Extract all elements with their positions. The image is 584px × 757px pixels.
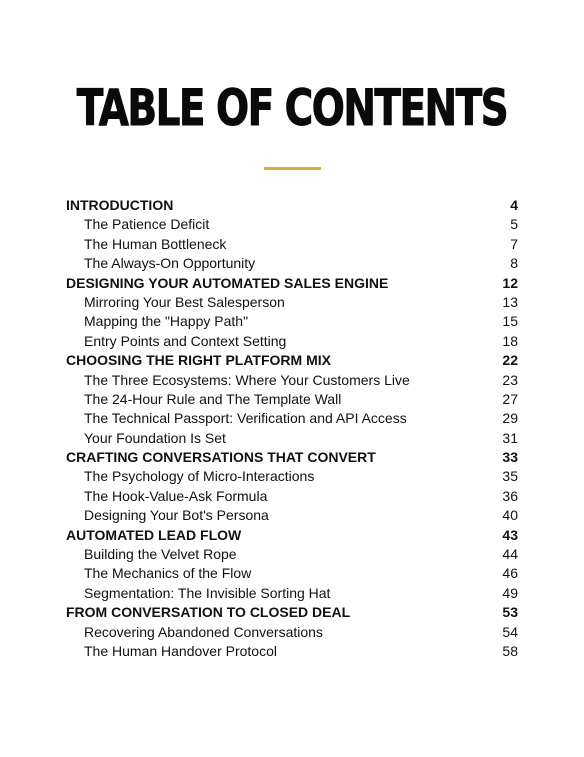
toc-entry-title: INTRODUCTION	[66, 197, 174, 213]
toc-entry-title: The Patience Deficit	[84, 216, 210, 233]
toc-entry-title: Your Foundation Is Set	[84, 429, 226, 446]
toc-section-entry[interactable]	[66, 584, 518, 603]
toc-entry-title: The Mechanics of the Flow	[84, 565, 252, 582]
toc-page-number: 27	[502, 390, 518, 407]
toc-section-entry[interactable]	[66, 332, 518, 351]
toc-chapter-entry[interactable]	[66, 351, 518, 370]
toc-section-entry[interactable]	[66, 642, 518, 661]
toc-chapter-entry[interactable]	[66, 196, 518, 215]
toc-entry-title: Mirroring Your Best Salesperson	[84, 293, 285, 310]
toc-page-number: 23	[502, 371, 518, 388]
toc-section-entry[interactable]	[66, 467, 518, 486]
toc-section-entry[interactable]	[66, 371, 518, 390]
toc-section-entry[interactable]	[66, 545, 518, 564]
toc-section-entry[interactable]	[66, 390, 518, 409]
toc-section-entry[interactable]	[66, 487, 518, 506]
toc-entry-title: The 24-Hour Rule and The Template Wall	[84, 390, 342, 407]
toc-page-number: 12	[502, 274, 518, 291]
toc-page-number: 54	[502, 623, 518, 640]
toc-list	[66, 196, 518, 661]
toc-page-number: 5	[510, 216, 518, 233]
toc-entry-title: Building the Velvet Rope	[84, 546, 237, 563]
toc-entry-title: The Hook-Value-Ask Formula	[84, 487, 268, 504]
toc-entry-title: Segmentation: The Invisible Sorting Hat	[84, 584, 331, 601]
toc-entry-title: The Three Ecosystems: Where Your Customers Live	[84, 371, 410, 388]
toc-entry-title: The Always-On Opportunity	[84, 255, 256, 272]
toc-page-number: 46	[502, 565, 518, 582]
toc-entry-title: CHOOSING THE RIGHT PLATFORM MIX	[66, 352, 331, 369]
toc-chapter-entry[interactable]	[66, 448, 518, 467]
title-divider	[264, 167, 321, 170]
toc-section-entry[interactable]	[66, 623, 518, 642]
toc-page-number: 33	[502, 449, 518, 466]
toc-page-number: 58	[502, 642, 518, 659]
toc-entry-title: Designing Your Bot's Persona	[84, 507, 269, 524]
toc-chapter-entry[interactable]	[66, 526, 518, 545]
toc-section-entry[interactable]	[66, 235, 518, 254]
toc-entry-title: CRAFTING CONVERSATIONS THAT CONVERT	[66, 449, 376, 466]
toc-chapter-entry[interactable]	[66, 274, 518, 293]
toc-page-number: 49	[502, 584, 518, 601]
toc-page-number: 35	[502, 468, 518, 485]
toc-entry-title: The Human Bottleneck	[84, 235, 227, 252]
toc-entry-title: Entry Points and Context Setting	[84, 332, 287, 349]
toc-entry-title: DESIGNING YOUR AUTOMATED SALES ENGINE	[66, 274, 389, 291]
toc-chapter-entry[interactable]	[66, 603, 518, 622]
toc-page-number: 44	[502, 546, 518, 563]
toc-section-entry[interactable]	[66, 506, 518, 525]
toc-page-number: 43	[502, 526, 518, 543]
toc-section-entry[interactable]	[66, 564, 518, 583]
toc-page-number: 40	[502, 507, 518, 524]
toc-section-entry[interactable]	[66, 254, 518, 273]
toc-entry-title: The Technical Passport: Verification and API Access	[84, 410, 407, 427]
toc-page-number: 31	[502, 429, 518, 446]
toc-entry-title: Recovering Abandoned Conversations	[84, 623, 323, 640]
toc-entry-title: AUTOMATED LEAD FLOW	[66, 526, 242, 543]
toc-page-number: 4	[510, 197, 518, 213]
toc-page-number: 13	[502, 293, 518, 310]
toc-page-number: 53	[502, 604, 518, 621]
toc-page-number: 18	[502, 332, 518, 349]
toc-section-entry[interactable]	[66, 215, 518, 234]
toc-page-number: 15	[502, 313, 518, 330]
toc-page-number: 36	[502, 487, 518, 504]
toc-page-number: 8	[510, 255, 518, 272]
toc-section-entry[interactable]	[66, 409, 518, 428]
toc-entry-title: Mapping the "Happy Path"	[84, 313, 249, 330]
toc-page-number: 7	[510, 235, 518, 252]
toc-section-entry[interactable]	[66, 429, 518, 448]
toc-entry-title: The Psychology of Micro-Interactions	[84, 468, 315, 485]
toc-page-number: 22	[502, 352, 518, 369]
toc-entry-title: The Human Handover Protocol	[84, 642, 277, 659]
toc-section-entry[interactable]	[66, 312, 518, 331]
toc-section-entry[interactable]	[66, 293, 518, 312]
toc-page-number: 29	[502, 410, 518, 427]
toc-entry-title: FROM CONVERSATION TO CLOSED DEAL	[66, 604, 351, 621]
page-title: TABLE OF CONTENTS	[76, 79, 508, 137]
